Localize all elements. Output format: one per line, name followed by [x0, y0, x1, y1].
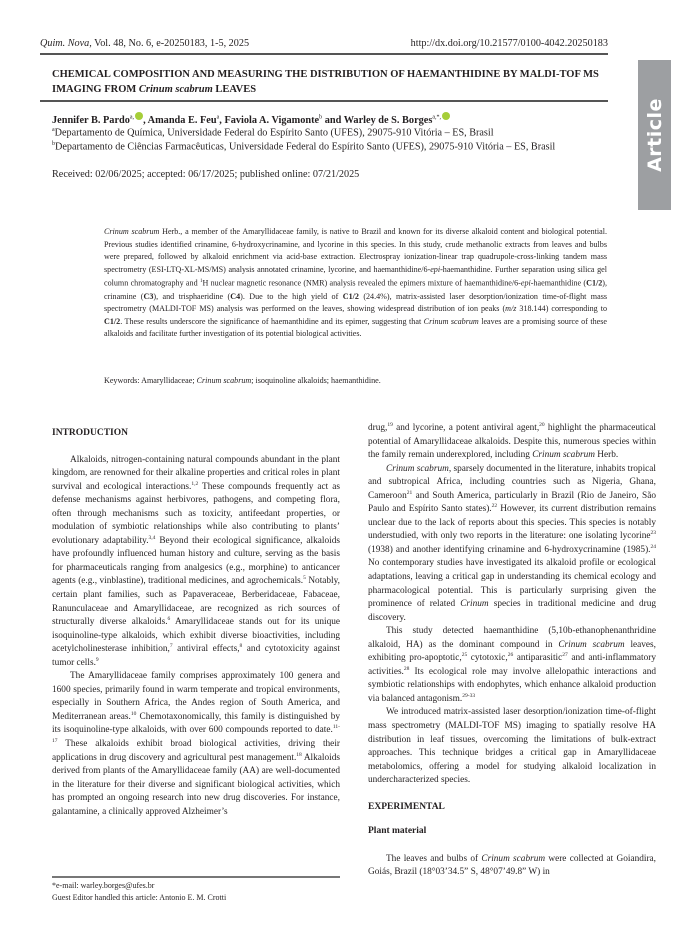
author: Amanda E. Feu	[147, 115, 217, 126]
running-header	[40, 38, 608, 49]
orcid-icon[interactable]	[442, 112, 450, 120]
abstract: Crinum scabrum Herb., a member of the Amaryllidaceae family, is native to Brazil and known for its diverse alkaloid content and biological potential. Previous studies identified crinamine, 6-hydroxycrinamine, and lycorine in this species. In this study, crude methanolic extracts from leaves and bulbs were prepared, followed by alkaloid enrichment via acid-base extraction. Electrospray ionization-linear trap quadrupole-cross-linking tandem mass spectrometry (ESI-LTQ-XL-MS/MS) analysis annotated crinamine, lycorine, and haemanthidine/6-epi-haemanthidine. Further separation using silica gel column chromatography and $^1$H nuclear magnetic resonance (NMR) analysis revealed the epimers mixture of haemanthidine/6-epi-haemanthidine (C1/2), crinamine (C3), and trisphaeridine (C4). Due to the high yield of C1/2 (24.4%), matrix-assisted laser desorption/ionization time-of-flight mass spectrometry (MALDI-TOF MS) analysis was performed on the leaves, showing widespread distribution of ion peaks (m/z 318.144) corresponding to C1/2. These results underscore the significance of haemanthidine and its epimer, suggesting that Crinum scabrum leaves are a promising source of these alkaloids and facilitate further investigation of its potential biological activities.	[104, 227, 608, 339]
article-title: CHEMICAL COMPOSITION AND MEASURING THE DISTRIBUTION OF HAEMANTHIDINE BY MALDI-TOF MS IMAGING FROM Crinum scabrum LEAVES	[52, 69, 599, 95]
article-type-tab: Article	[638, 60, 671, 210]
affiliation: $^a$Departamento de Química, Universidade Federal do Espírito Santo (UFES), 29075-910 Vitória – ES, Brasil	[52, 127, 494, 139]
section-heading-introduction: INTRODUCTION	[52, 428, 129, 438]
title-rule	[40, 100, 608, 102]
footnotes	[52, 880, 226, 904]
journal-name: Quim. Nova,	[40, 38, 92, 49]
affiliation: $^b$Departamento de Ciências Farmacêuticas, Universidade Federal do Espírito Santo (UFES), 29075-910 Vitória – ES, Brasil	[52, 141, 556, 153]
doi-link[interactable]: http://dx.doi.org/10.21577/0100-4042.20250183	[410, 38, 608, 49]
author: Faviola A. Vigamonte	[224, 115, 320, 126]
header-rule	[40, 53, 608, 55]
left-column	[52, 427, 340, 819]
publication-dates: Received: 02/06/2025; accepted: 06/17/2025; published online: 07/21/2025	[52, 169, 360, 180]
orcid-icon[interactable]	[135, 112, 143, 120]
author: Jennifer B. Pardo	[52, 115, 130, 126]
paragraph: Crinum scabrum, sparsely documented in the literature, inhabits tropical and subtropical Africa, including countries such as Nigeria, Ghana, Cameroon$^{21}$ and South America, particularly in Brazil (Rio de Janeiro, São Paulo and Espírito Santo states).$^{22}$ However, its current distribution remains unclear due to the lack of reports about this species. This species is notably understudied, with only two reports in the literature: one isolating lycorine$^{23}$ (1938) and another identifying crinamine and 6-hydroxycrinamine (1985).$^{24}$ No contemporary studies have investigated its alkaloid profile or ecological adaptations, leaving a critical gap in understanding its chemical ecology and pharmacological potential. This is particularly surprising given the prominence of related Crinum species in traditional medicine and drug discovery.	[368, 463, 657, 623]
paragraph: This study detected haemanthidine (5,10b-ethanophenanthridine alkaloid, HA) as the dominant compound in Crinum scabrum leaves, exhibiting pro-apoptotic,$^{25}$ cytotoxic,$^{26}$ antiparasitic$^{27}$ and anti-inflammatory activities.$^{28}$ Its ecological role may involve allelopathic interactions and symbiotic relationships with endophytes, which enhance alkaloid production via balanced antagonism.$^{29-33}$	[368, 626, 656, 704]
keywords: Keywords: Amaryllidaceae; Crinum scabrum; isoquinoline alkaloids; haemanthidine.	[104, 376, 381, 385]
corresponding-email[interactable]: *e-mail: warley.borges@ufes.br	[52, 881, 155, 890]
journal-citation: Quim. Nova, Vol. 48, No. 6, e-20250183, 1-5, 2025	[40, 38, 250, 49]
author: Warley de S. Borges	[343, 115, 433, 126]
author-list: Jennifer B. Pardo$^{a,}$ , Amanda E. Feu$^a$, Faviola A. Vigamonte$^b$ and Warley de S. Borges$^{a,*,}$	[52, 112, 612, 126]
section-heading-experimental: EXPERIMENTAL	[368, 801, 445, 812]
paragraph: The Amaryllidaceae family comprises approximately 100 genera and 1600 species, primarily found in warm temperate and tropical environments, especially in Southern Africa, the Andes region of South America, and Mediterranean areas.$^{10}$ Chemotaxonomically, this family is distinguished by its isoquinoline-type alkaloids, with over 600 compounds reported to date.$^{11-17}$ These alkaloids exhibit broad biological activities, driving their applications in drug discovery and agricultural pest management.$^{18}$ Alkaloids derived from plants of the Amaryllidaceae family (AA) are well-documented in the literature for their diverse and significant biological activities, which has prompted an ongoing research into new drug discoveries. For instance, galantamine, a clinically approved Alzheimer’s	[52, 671, 340, 817]
guest-editor-note: Guest Editor handled this article: Antonio E. M. Crotti	[52, 893, 227, 902]
paragraph: We introduced matrix-assisted laser desorption/ionization time-of-flight mass spectrometry (MALDI-TOF MS) imaging to spatially resolve HA distribution in leaf tissues, overcoming the limitations of bulk-extract approaches. This technique bridges a critical gap in Amaryllidaceae metabolomics, offering a model for studying alkaloid localization in undercharacterized species.	[368, 707, 656, 786]
paragraph-continued: drug,$^{19}$ and lycorine, a potent antiviral agent,$^{20}$ highlight the pharmaceutical potential of Amaryllidaceae alkaloids. Despite this, numerous species within the family remain underexplored, including Crinum scabrum Herb.	[368, 422, 657, 461]
subsection-heading-plant-material: Plant material	[368, 826, 427, 837]
right-column	[368, 422, 656, 880]
footnote-rule	[52, 876, 340, 878]
paragraph: The leaves and bulbs of Crinum scabrum were collected at Goiandira, Goiás, Brazil (18°03’34.5” S, 48°07’49.8” W) in	[368, 853, 657, 878]
paragraph: Alkaloids, nitrogen-containing natural compounds abundant in the plant kingdom, are renowned for their alkaline properties and critical roles in plant survival and ecological interactions.$^{1,2}$ These compounds frequently act as defense mechanisms against herbivores, pathogens, and competing flora, often through mechanisms such as toxicity, antifeedant properties, or modulation of symbiotic relationships while also contributing to plants’ evolutionary adaptability.$^{3,4}$ Beyond their ecological significance, alkaloids have profoundly influenced human history and culture, serving as the basis for pharmaceuticals ranging from analgesics (e.g., morphine) to anticancer agents (e.g., vinblastine), traditional medicines, and agrochemicals.$^5$ Notably, certain plant families, such as Papaveraceae, Berberidaceae, Fabaceae, Ranunculaceae and Amaryllidaceae, are recognized as rich sources of structurally diverse alkaloids.$^6$ Amaryllidaceae stands out for its unique isoquinoline-type alkaloids, which exhibit diverse bioactivities, including acetylcholinesterase inhibition,$^7$ antiviral effects,$^8$ and cytotoxicity against tumor cells.$^9$	[52, 454, 341, 668]
